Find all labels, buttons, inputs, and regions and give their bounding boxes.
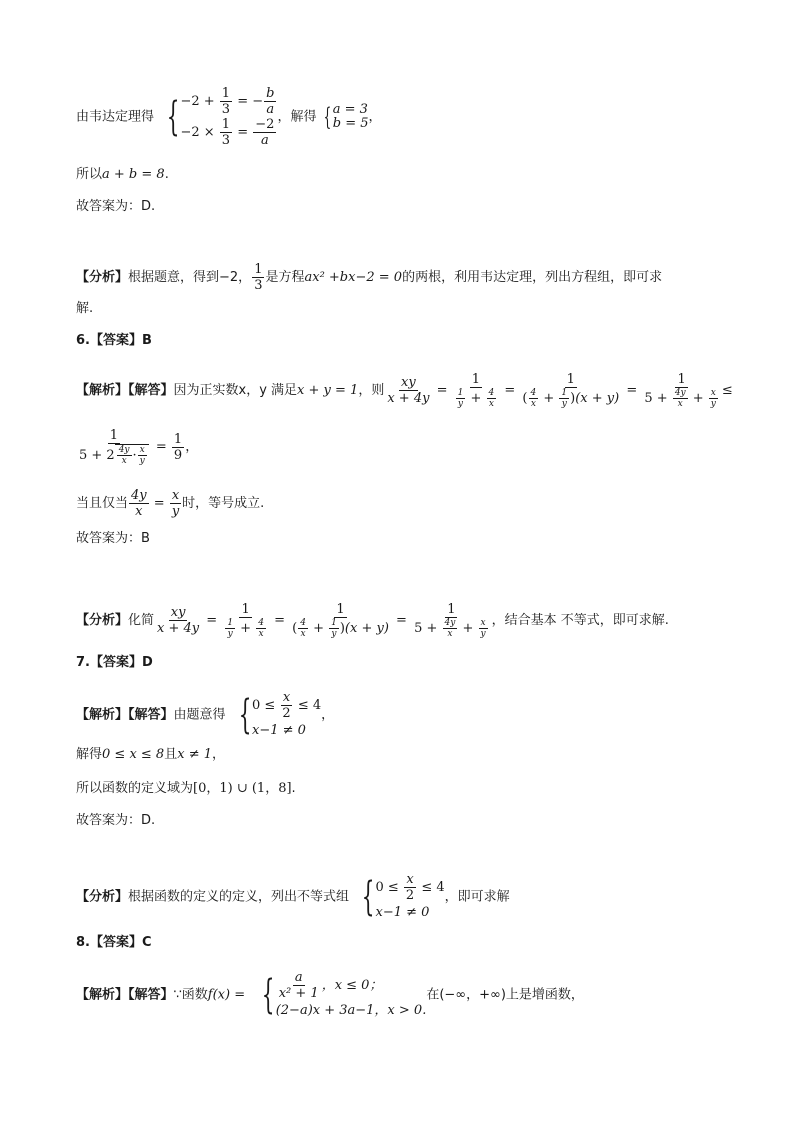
q6-title: 6.【答案】B bbox=[76, 333, 152, 348]
answer-line-6: 故答案为：B bbox=[76, 531, 150, 546]
q6-solution-line1: 【解析】【解答】因为正实数x，y 满足x + y = 1，则 $\frac{xy}{x + 4y}$ = 1 $\frac{1}{y}$ + $\frac{4}{x}$ = 1 ( $\frac{4}{x}$ + $\frac{1}{y}$ )(x + y) = 1 5 + $\frac{4y}{x}$ + $\frac{x}{y}$ ≤ bbox=[76, 372, 733, 409]
vieta-line: 由韦达定理得 { −2 + $\frac{1}{3}$ = − $\frac{b}{a}$ −2 × $\frac{1}{3}$ = $\frac{-2}{a}$ ，解得 { a = 3 b = 5 ， bbox=[76, 86, 382, 148]
analysis-6: 【分析】化简 $\frac{xy}{x + 4y}$ = 1 $\frac{1}{y}$ + $\frac{4}{x}$ = 1 ( $\frac{4}{x}$ + $\frac{1}{y}$ )(x + y) = 1 5 + $\frac{4y}{x}$ + $\frac{x}{y}$ ，结合基本 不等式，即可求解. bbox=[76, 602, 669, 639]
solution-system: a = 3 b = 5 bbox=[332, 102, 369, 131]
q7-solution-line1: 【解析】【解答】由题意得 { 0 ≤ $\frac{x}{2}$ ≤ 4 x−1 ≠ 0 ， bbox=[76, 690, 335, 738]
q6-equality: 当且仅当 $\frac{4y}{x}$ = $\frac{x}{y}$ 时，等号成立. bbox=[76, 488, 265, 519]
q7-system: 0 ≤ $\frac{x}{2}$ ≤ 4 x−1 ≠ 0 bbox=[251, 690, 322, 738]
q8-title: 8.【答案】C bbox=[76, 935, 152, 950]
analysis-7: 【分析】根据函数的定义的定义，列出不等式组 { 0 ≤ $\frac{x}{2}$ ≤ 4 x−1 ≠ 0 ，即可求解 bbox=[76, 872, 510, 920]
equation-system: −2 + $\frac{1}{3}$ = − $\frac{b}{a}$ −2 × $\frac{1}{3}$ = $\frac{-2}{a}$ bbox=[180, 86, 275, 148]
q8-piecewise: $\frac{a}{\text{x² + 1}}$ ，x ≤ 0； (2−a)x + 3a−1，x > 0. bbox=[275, 970, 427, 1018]
system-brace: { bbox=[166, 94, 180, 140]
q8-solution-line1: 【解析】【解答】∵函数f(x) = { $\frac{a}{\text{x² + 1}}$ ，x ≤ 0； (2−a)x + 3a−1，x > 0. 在(−∞，+∞)上是增函数， bbox=[76, 970, 584, 1018]
q7-solve: 解得0 ≤ x ≤ 8且x ≠ 1， bbox=[76, 747, 226, 762]
answer-line-5: 故答案为：D. bbox=[76, 199, 156, 214]
solution-brace: { bbox=[324, 103, 332, 131]
answer-line-7: 故答案为：D. bbox=[76, 813, 156, 828]
analysis-5: 【分析】根据题意，得到−2， $\frac{1}{3}$ 是方程ax² +bx−2 = 0的两根，利用韦达定理，列出方程组，即可求 bbox=[76, 262, 663, 293]
q7-domain: 所以函数的定义域为[0，1) ∪ (1，8]. bbox=[76, 781, 296, 796]
analysis-5-wrap: 解. bbox=[76, 301, 94, 316]
sum-line: 所以a + b = 8. bbox=[76, 167, 169, 182]
q6-solution-line2: 1 5 + 2 $\frac{4y}{x}$ · $\frac{x}{y}$ = $\frac{1}{9}$ ， bbox=[79, 428, 199, 466]
q7-title: 7.【答案】D bbox=[76, 655, 153, 670]
vieta-intro: 由韦达定理得 bbox=[76, 109, 155, 125]
